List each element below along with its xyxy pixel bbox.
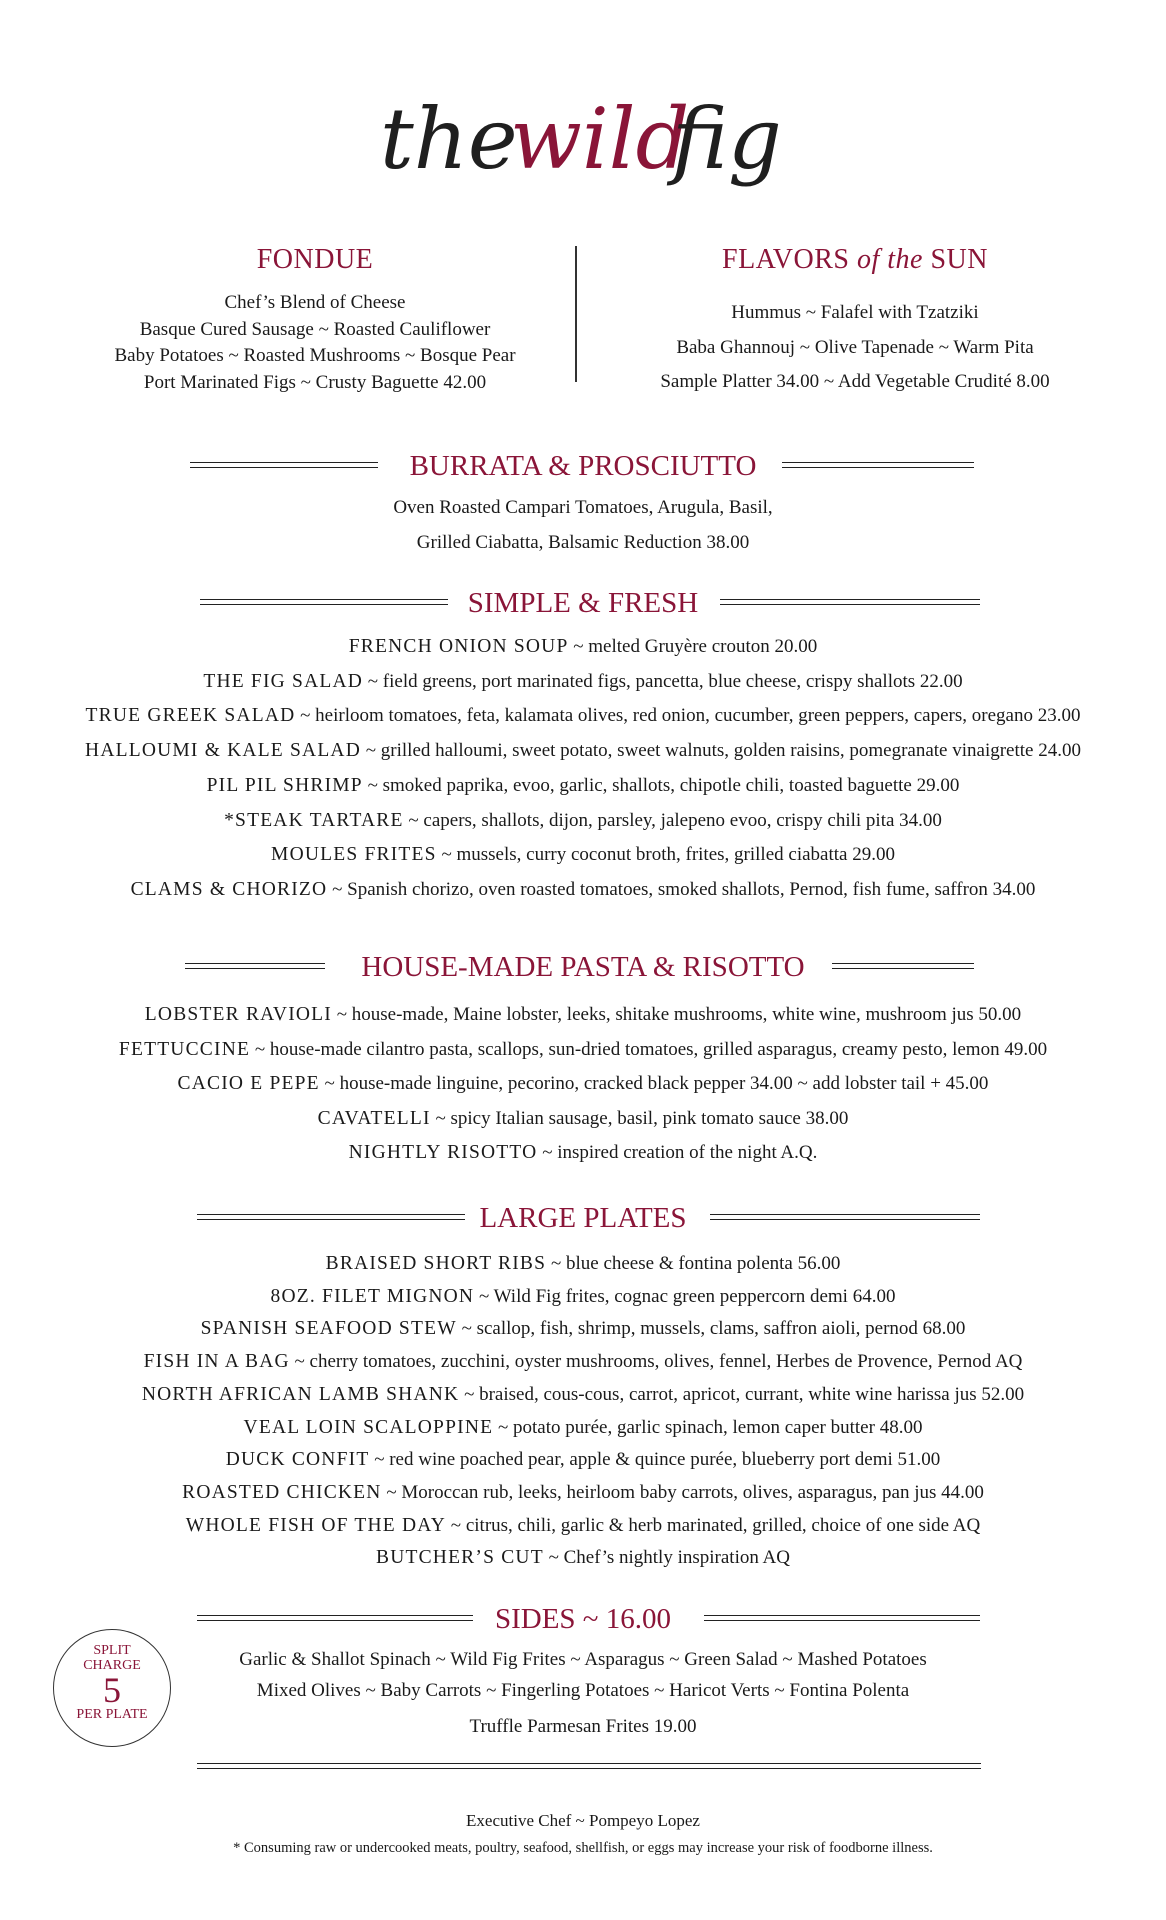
menu-item (0, 1073, 1166, 1095)
menu-item-name: NIGHTLY RISOTTO (348, 1142, 538, 1163)
flavors-title-a: FLAVORS (722, 244, 850, 275)
pasta-header (0, 947, 1166, 987)
menu-item (0, 671, 1166, 693)
menu-item-name: BRAISED SHORT RIBS (325, 1253, 547, 1274)
menu-item-name: FRENCH ONION SOUP (348, 636, 569, 657)
simple-title: SIMPLE & FRESH (467, 587, 699, 619)
large-title: LARGE PLATES (479, 1202, 687, 1234)
menu-item-name: FETTUCCINE (118, 1038, 251, 1060)
flavors-title-c: SUN (930, 244, 988, 275)
menu-item-name: THE FIG SALAD (203, 670, 364, 692)
menu-item-description: ~ Chef’s nightly inspiration AQ (543, 1547, 790, 1569)
split-badge-line1: SPLIT (93, 1643, 131, 1658)
menu-item (0, 1417, 1166, 1439)
fondue-line: Port Marinated Figs ~ Crusty Baguette 42.00 (143, 371, 487, 393)
menu-item (0, 1142, 1166, 1164)
menu-item (0, 1515, 1166, 1537)
menu-item-description: ~ potato purée, garlic spinach, lemon caper butter 48.00 (493, 1416, 923, 1438)
menu-item-description: ~ Wild Fig frites, cognac green peppercorn demi 64.00 (474, 1285, 896, 1307)
menu-item-description: ~ house-made cilantro pasta, scallops, sun-dried tomatoes, grilled asparagus, creamy pesto, lemon 49.00 (250, 1038, 1048, 1060)
menu-item-name: TRUE GREEK SALAD (85, 705, 296, 727)
menu-item-description: ~ red wine poached pear, apple & quince purée, blueberry port demi 51.00 (369, 1449, 941, 1471)
menu-item (0, 1482, 1166, 1504)
menu-item-description: ~ Spanish chorizo, oven roasted tomatoes, smoked shallots, Pernod, fish fume, saffron 34.00 (327, 878, 1036, 900)
header-rule (710, 1214, 980, 1220)
fondue-title: FONDUE (256, 244, 374, 275)
sides-line: Mixed Olives ~ Baby Carrots ~ Fingerling Potatoes ~ Haricot Verts ~ Fontina Polenta (256, 1680, 910, 1701)
sides-line: Garlic & Shallot Spinach ~ Wild Fig Frites ~ Asparagus ~ Green Salad ~ Mashed Potatoes (239, 1649, 927, 1670)
menu-item-description: ~ melted Gruyère crouton 20.00 (568, 636, 818, 657)
menu-item-description: ~ house-made, Maine lobster, leeks, shitake mushrooms, white wine, mushroom jus 50.00 (331, 1004, 1022, 1025)
menu-item-name: VEAL LOIN SCALOPPINE (243, 1416, 494, 1438)
split-badge-line3: PER PLATE (76, 1707, 148, 1722)
large-header (0, 1198, 1166, 1238)
menu-item-name: MOULES FRITES (271, 844, 437, 866)
header-rule (782, 462, 974, 468)
menu-item (0, 1547, 1166, 1569)
flavors-line: Sample Platter 34.00 ~ Add Vegetable Crudité 8.00 (660, 371, 1050, 392)
menu-item-name: LOBSTER RAVIOLI (144, 1004, 332, 1025)
logo-word-the: the (380, 90, 518, 188)
sides-title: SIDES ~ 16.00 (494, 1603, 671, 1635)
menu-item-name: CLAMS & CHORIZO (130, 878, 328, 900)
menu-item-name: CAVATELLI (317, 1107, 431, 1129)
menu-item-description: ~ heirloom tomatoes, feta, kalamata olives, red onion, cucumber, green peppers, capers, oregano 23.00 (295, 705, 1081, 727)
disclaimer: * Consuming raw or undercooked meats, poultry, seafood, shellfish, or eggs may increase your risk of foodborne illness. (233, 1840, 933, 1856)
menu-item-name: CACIO E PEPE (177, 1073, 320, 1094)
burrata-title: BURRATA & PROSCIUTTO (409, 450, 757, 482)
menu-item-description: ~ smoked paprika, evoo, garlic, shallots, chipotle chili, toasted baguette 29.00 (362, 774, 960, 796)
menu-item (0, 636, 1166, 658)
executive-chef: Executive Chef ~ Pompeyo Lopez (466, 1811, 700, 1830)
menu-item-description: ~ scallop, fish, shrimp, mussels, clams, saffron aioli, pernod 68.00 (456, 1318, 966, 1340)
flavors-title-b: of the (856, 244, 923, 275)
menu-item (0, 1004, 1166, 1026)
menu-item-name: SPANISH SEAFOOD STEW (200, 1318, 457, 1340)
menu-item (0, 1351, 1166, 1373)
menu-item-name: DUCK CONFIT (225, 1449, 370, 1471)
menu-item-description: ~ grilled halloumi, sweet potato, sweet walnuts, golden raisins, pomegranate vinaigrette 24.00 (361, 740, 1081, 762)
header-rule (720, 599, 980, 605)
menu-item-name: HALLOUMI & KALE SALAD (85, 740, 361, 762)
menu-item (0, 1253, 1166, 1275)
menu-item-name: BUTCHER’S CUT (375, 1547, 544, 1569)
menu-item (0, 1384, 1166, 1406)
sides-header (0, 1599, 1166, 1639)
menu-item-description: ~ citrus, chili, garlic & herb marinated, grilled, choice of one side AQ (446, 1514, 981, 1536)
menu-item-name: NORTH AFRICAN LAMB SHANK (141, 1383, 460, 1405)
menu-item-name: FISH IN A BAG (143, 1351, 290, 1373)
burrata-line: Grilled Ciabatta, Balsamic Reduction 38.00 (416, 532, 750, 553)
menu-item-description: ~ spicy Italian sausage, basil, pink tomato sauce 38.00 (430, 1107, 849, 1129)
menu-item (0, 844, 1166, 866)
flavors-line: Hummus ~ Falafel with Tzatziki (731, 302, 979, 323)
burrata-line: Oven Roasted Campari Tomatoes, Arugula, Basil, (393, 497, 773, 518)
fondue-line: Chef’s Blend of Cheese (224, 292, 406, 313)
menu-item-description: ~ inspired creation of the night A.Q. (537, 1142, 818, 1163)
menu-item (0, 1108, 1166, 1130)
menu-item-description: ~ field greens, port marinated figs, pancetta, blue cheese, crispy shallots 22.00 (363, 670, 963, 692)
split-charge-badge (53, 1629, 171, 1747)
menu-item (0, 740, 1166, 762)
menu-item (0, 879, 1166, 901)
menu-item-description: ~ house-made linguine, pecorino, cracked black pepper 34.00 ~ add lobster tail + 45.00 (319, 1073, 989, 1094)
menu-item-description: ~ mussels, curry coconut broth, frites, grilled ciabatta 29.00 (436, 844, 895, 866)
menu-item-description: ~ cherry tomatoes, zucchini, oyster mushrooms, olives, fennel, Herbes de Provence, Pernod AQ (289, 1351, 1023, 1373)
menu-item (0, 1449, 1166, 1471)
menu-item (0, 705, 1166, 727)
flavors-line: Baba Ghannouj ~ Olive Tapenade ~ Warm Pita (676, 336, 1034, 358)
fondue-section (70, 244, 560, 396)
fondue-line: Baby Potatoes ~ Roasted Mushrooms ~ Bosque Pear (114, 345, 516, 366)
menu-item-name: ROASTED CHICKEN (182, 1481, 382, 1503)
logo-word-wild: wild (510, 90, 690, 188)
menu-item (0, 775, 1166, 797)
split-badge-amount: 5 (103, 1670, 121, 1710)
logo-word-fig: fig (672, 90, 782, 188)
flavors-title (600, 244, 1110, 276)
menu-item-name: 8OZ. FILET MIGNON (270, 1285, 475, 1307)
fondue-line: Basque Cured Sausage ~ Roasted Cauliflower (139, 318, 491, 340)
split-badge-line2: CHARGE (83, 1658, 141, 1673)
menu-item-name: WHOLE FISH OF THE DAY (185, 1514, 447, 1536)
menu-item-name: PIL PIL SHRIMP (206, 774, 363, 796)
menu-item (0, 810, 1166, 832)
pasta-title: HOUSE-MADE PASTA & RISOTTO (361, 951, 805, 983)
header-rule (832, 963, 974, 969)
burrata-header (0, 446, 1166, 486)
sides-line: Truffle Parmesan Frites 19.00 (469, 1716, 697, 1737)
menu-item-description: ~ braised, cous-cous, carrot, apricot, currant, white wine harissa jus 52.00 (459, 1383, 1025, 1405)
menu-item (0, 1039, 1166, 1061)
header-rule (704, 1615, 980, 1621)
menu-item-description: ~ Moroccan rub, leeks, heirloom baby carrots, olives, asparagus, pan jus 44.00 (381, 1481, 984, 1503)
menu-item-description: ~ capers, shallots, dijon, parsley, jalepeno evoo, crispy chili pita 34.00 (403, 809, 942, 831)
menu-item-name: *STEAK TARTARE (224, 809, 404, 831)
restaurant-logo (360, 40, 800, 240)
menu-item-description: ~ blue cheese & fontina polenta 56.00 (546, 1253, 841, 1274)
simple-header (0, 583, 1166, 623)
menu-item (0, 1318, 1166, 1340)
menu-item (0, 1286, 1166, 1308)
flavors-section (600, 244, 1110, 400)
bottom-rule (197, 1763, 981, 1769)
column-divider (575, 246, 577, 382)
